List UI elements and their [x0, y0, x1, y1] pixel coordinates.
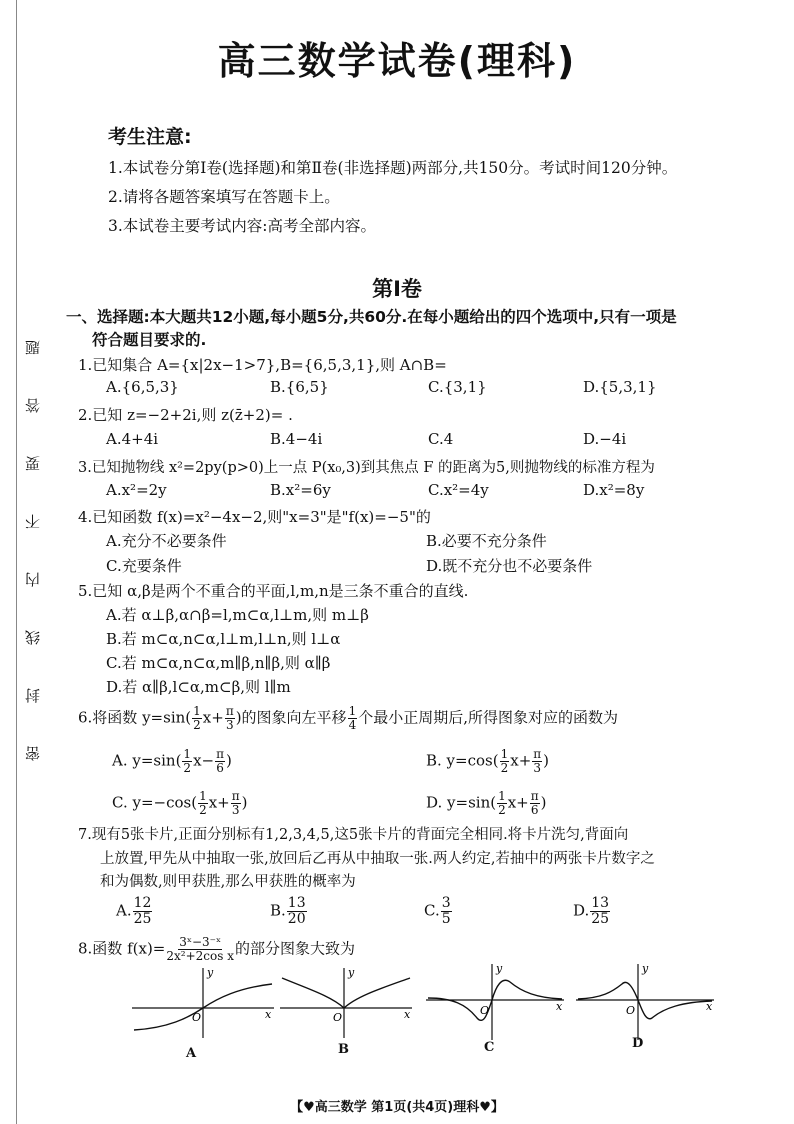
q7-option-a: A. $\frac{12}{25}$: [116, 895, 152, 927]
q1-option-c: C.{3,1}: [428, 378, 487, 396]
part-intro: 一、选择题:本大题共12小题,每小题5分,共60分.在每小题给出的四个选项中,只有一项是: [66, 308, 677, 326]
page-footer: 【♥高三数学 第1页(共4页)理科♥】: [290, 1100, 504, 1115]
q7-option-d: D. $\frac{13}{25}$: [573, 895, 610, 927]
notice-item: 1.本试卷分第Ⅰ卷(选择题)和第Ⅱ卷(非选择题)两部分,共150分。考试时间120分钟。: [108, 159, 678, 177]
q7-stem-line2: 上放置,甲先从中抽取一张,放回后乙再从中抽取一张.两人约定,若抽中的两张卡片数字之: [100, 851, 655, 867]
y-axis-label: y: [642, 962, 649, 975]
notice-item: 2.请将各题答案填写在答题卡上。: [108, 188, 340, 206]
x-axis-label: x: [556, 1000, 563, 1013]
q7-option-c: C. $\frac{3}{5}$: [424, 895, 451, 927]
q6-stem: 6.将函数 y=sin( $\frac{1}{2}$ x+ $\frac{\pi}{3}$ )的图象向左平移 $\frac{1}{4}$ 个最小正周期后,所得图象对应的函数为: [78, 704, 618, 732]
q4-option-d: D.既不充分也不必要条件: [426, 557, 593, 575]
x-axis-label: x: [265, 1008, 272, 1021]
q8-graph-a-label: A: [186, 1046, 197, 1061]
y-axis-label: y: [496, 962, 503, 975]
q6-option-c: C. y=−cos( $\frac{1}{2}$ x+ $\frac{\pi}{3}$ ): [112, 789, 248, 817]
q8-graph-b-label: B: [338, 1042, 349, 1057]
q3-stem: 3.已知抛物线 x²=2py(p>0)上一点 P(x₀,3)到其焦点 F 的距离为5,则抛物线的标准方程为: [78, 460, 655, 476]
side-char: 线: [24, 630, 42, 645]
side-char: 答: [24, 398, 42, 413]
y-axis-label: y: [207, 966, 214, 979]
q8-graph-c: [422, 962, 568, 1042]
q7-stem-line1: 7.现有5张卡片,正面分别标有1,2,3,4,5,这5张卡片的背面完全相同.将卡片洗匀,背面向: [78, 827, 629, 843]
q5-option-b: B.若 m⊂α,n⊂α,l⊥m,l⊥n,则 l⊥α: [106, 630, 341, 648]
side-char: 要: [24, 456, 42, 471]
q4-option-a: A.充分不必要条件: [106, 532, 227, 550]
binding-line: [16, 0, 17, 1124]
q2-option-c: C.4: [428, 430, 454, 448]
q8-graph-d-label: D: [632, 1036, 644, 1051]
q1-option-a: A.{6,5,3}: [106, 378, 179, 396]
q3-option-d: D.x²=8y: [583, 481, 645, 499]
q5-option-a: A.若 α⊥β,α∩β=l,m⊂α,l⊥m,则 m⊥β: [106, 606, 369, 624]
q8-graph-d: [572, 962, 718, 1042]
y-axis-label: y: [348, 966, 355, 979]
q3-option-a: A.x²=2y: [106, 481, 167, 499]
origin-label: O: [626, 1004, 636, 1017]
q3-option-c: C.x²=4y: [428, 481, 489, 499]
q1-option-b: B.{6,5}: [270, 378, 329, 396]
notice-heading: 考生注意:: [108, 126, 192, 148]
origin-label: O: [333, 1011, 343, 1024]
q2-option-a: A.4+4i: [106, 430, 159, 448]
side-char: 内: [24, 572, 42, 587]
x-axis-label: x: [404, 1008, 411, 1021]
q3-option-b: B.x²=6y: [270, 481, 331, 499]
section-title: 第Ⅰ卷: [372, 277, 422, 301]
side-char: 封: [24, 688, 42, 703]
q2-option-d: D.−4i: [583, 430, 627, 448]
side-char: 不: [24, 514, 42, 529]
q2-option-b: B.4−4i: [270, 430, 323, 448]
notice-item: 3.本试卷主要考试内容:高考全部内容。: [108, 217, 377, 235]
page-title: 高三数学试卷(理科): [217, 39, 577, 83]
q1-stem: 1.已知集合 A={x|2x−1>7},B={6,5,3,1},则 A∩B=: [78, 356, 447, 374]
q8-graph-c-label: C: [484, 1040, 495, 1055]
origin-label: O: [480, 1004, 490, 1017]
q8-graph-b: [276, 962, 416, 1042]
q6-option-a: A. y=sin( $\frac{1}{2}$ x− $\frac{\pi}{6}$ ): [112, 747, 232, 775]
part-intro-cont: 符合题目要求的.: [92, 331, 207, 349]
q4-option-c: C.充要条件: [106, 557, 182, 575]
q7-stem-line3: 和为偶数,则甲获胜,那么甲获胜的概率为: [100, 874, 356, 890]
side-char: 密: [24, 746, 42, 761]
side-char: 题: [24, 340, 42, 355]
q2-stem: 2.已知 z=−2+2i,则 z(z̄+2)= .: [78, 406, 293, 424]
q8-graph-a: [128, 962, 278, 1042]
q5-option-d: D.若 α∥β,l⊂α,m⊂β,则 l∥m: [106, 678, 291, 696]
q5-option-c: C.若 m⊂α,n⊂α,m∥β,n∥β,则 α∥β: [106, 654, 331, 672]
q6-option-b: B. y=cos( $\frac{1}{2}$ x+ $\frac{\pi}{3}$ ): [426, 747, 550, 775]
q4-option-b: B.必要不充分条件: [426, 532, 547, 550]
q8-stem: 8.函数 f(x)= $\frac{\text{3ˣ−3⁻ˣ}}{\text{2x²+2cos x}}$ 的部分图象大致为: [78, 935, 355, 963]
q6-option-d: D. y=sin( $\frac{1}{2}$ x+ $\frac{\pi}{6}$ ): [426, 789, 547, 817]
q4-stem: 4.已知函数 f(x)=x²−4x−2,则"x=3"是"f(x)=−5"的: [78, 508, 431, 526]
origin-label: O: [192, 1011, 202, 1024]
q5-stem: 5.已知 α,β是两个不重合的平面,l,m,n是三条不重合的直线.: [78, 582, 469, 600]
x-axis-label: x: [706, 1000, 713, 1013]
q1-option-d: D.{5,3,1}: [583, 378, 657, 396]
q7-option-b: B. $\frac{13}{20}$: [270, 895, 306, 927]
